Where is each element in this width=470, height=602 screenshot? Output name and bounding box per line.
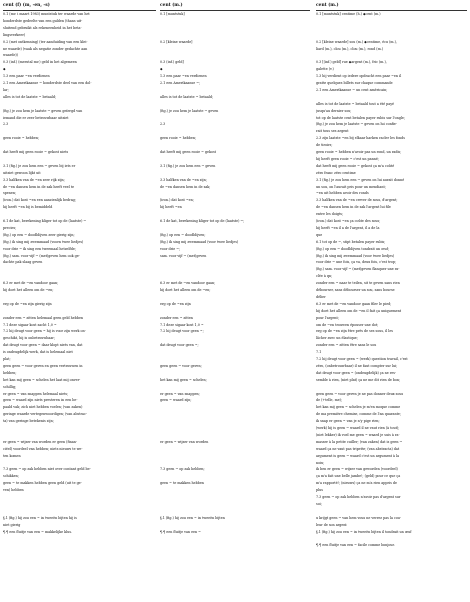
entry-line: §.1 (fig.) hij zou een ~ in tweeën bijten il tondrait un œuf — [316, 529, 412, 534]
entry-line: lâcher avec un élastique; — [316, 336, 358, 341]
entry-line: geen rooie ~ hebben; — [160, 136, 197, 141]
entry-line: 7.2 hij deugt voor geen ~ (werk) question travail, c'est — [316, 357, 408, 361]
entry-line: het kan mij geen ~ schelen het laat mij onver- — [3, 377, 81, 382]
entry-line: (niet lekker) ik voel me geen ~ waard je suis à ra- — [316, 432, 400, 437]
entry-line: (fig.) ik sing mij zwemmaad (voorn twee liedjes) — [3, 239, 84, 244]
entry-line: 3.1 (fig.) je zou hem een ~ geven on lui aurait donné — [316, 177, 405, 182]
entry-line: 7.1 deze sigaar kost zacht 1,0 ~ — [3, 322, 57, 327]
entry-line: 7.2 hij deugt voor geen ~ hij is voor zijn werk on- — [3, 329, 86, 334]
entry-line: alles is tot de laatste ~ betaald; — [3, 94, 57, 99]
entry-line: 3.3 halfken van de ~en crever de sous, d'argent; — [316, 198, 398, 203]
entry-line: 0.3 [(inf.) geld] rue ◆argent (m.), fric (m.), — [316, 60, 387, 65]
entry-line: ne waarde) (vaak als negatie zonder gedachte aan — [3, 46, 88, 51]
entry-line: geen rooie ~ hebben; — [3, 136, 40, 141]
entry-line: 2.1 een Amerikaanse ~; — [160, 81, 201, 85]
entry-line: ¶.¶ een fluitje van een ~ makkelijke klus. — [3, 529, 73, 534]
entry-line: hij heeft ~en il a de l'argent, il a de la — [316, 225, 380, 230]
column-header-keyword: cent (m.) — [160, 2, 310, 11]
entry-line: (fig.) je zou hem je laatste ~ geven — [160, 108, 219, 113]
entry-line: u krijgt geen ~ van hem vous ne verrez pas la cou- — [316, 515, 402, 520]
entry-line: §.1 (fig.) hij zou een ~ in tweeën bijten hij is — [3, 515, 77, 520]
entry-line: argument is geen ~ waard c'est un argument à la — [316, 453, 400, 458]
entry-line: gratte quelques billets sur chaque commande — [316, 81, 393, 85]
entry-line: 2.1 een Amerikaanse ~ un cent américain; — [316, 87, 388, 92]
entry-line: geringe waarde vertegenwoordigen; (van abstrac- — [3, 412, 87, 417]
entry-line: ◆ — [160, 67, 163, 72]
entry-line: 0.2 [kleine waarde] — [160, 39, 193, 44]
entry-line: sluitend gebruikt als rekeneenheid in het beta- — [3, 25, 82, 30]
entry-line: ciëel) voordeel van hebben; niets nieuws te we- — [3, 446, 83, 451]
entry-line: ik ben er geen ~ wijzer van geworden (voordeel) — [316, 467, 398, 472]
entry-line: (fig.) ik sing mij zwemmaad (voor twee liedjes) — [316, 253, 395, 258]
entry-line: (werk) hij is geen ~ waard il ne vaut rien (à tout); — [316, 426, 400, 430]
french-translation-column — [316, 12, 467, 600]
entry-line: 0.2 (met ontkenning) (ter aanduiding van een klei- — [3, 39, 88, 44]
entry-line: het kan mij geen ~ schelen je m'en moque comme — [316, 405, 401, 410]
keyword-column — [160, 12, 310, 600]
entry-line: (fig.) sam. voor vijf ~ (met)geven hem ook ge- — [3, 253, 80, 258]
entry-line: geen ~ te makken hebben — [160, 481, 204, 486]
entry-line: precies; — [3, 225, 17, 230]
entry-line: zonder een ~ zitten — [160, 315, 193, 320]
entry-line: 2.1 een Amerikaanse ~ honderdste deel van een dol- — [3, 81, 92, 85]
entry-line: (fig.) op een ~ doodblijven tondrait un œuf; — [316, 246, 389, 251]
entry-line: erg op de ~en zijn gierig zijn — [3, 301, 52, 306]
entry-line: dat heeft mij geen rooie ~ gekost ça m'a coûté — [316, 163, 395, 168]
entry-line: (fig.) op een ~ doodblijven zeer gierig zijn; — [3, 232, 75, 237]
entry-line: uitziet gewoon lijkt uit — [3, 170, 41, 175]
entry-line: de ~en dansen hem in de zak l'argent lui file — [316, 205, 391, 210]
entry-line: alles is tot de laatste ~ betaald tout a été payé — [316, 101, 395, 106]
entry-line: om de ~en trouwen épouser une dot; — [316, 322, 379, 327]
entry-line: ¶.¶ een fluitje van een ~ facile comme bonjour. — [316, 543, 395, 548]
entry-line: geen ~ waard zijn niets presteren in een be- — [3, 398, 78, 403]
entry-line: hij doet het alleen om de ~en; — [3, 288, 54, 292]
entry-line: m'a rapporté!; (nieuws) ça ne m'a rien appris de — [316, 481, 397, 486]
entry-line: zonder een ~ zitten être sans le sou — [316, 343, 377, 348]
entry-line: (iron.) dat kost ~en ça coûte des sous; — [316, 219, 381, 223]
entry-line: dat deugt voor geen ~; — [160, 343, 199, 348]
entry-line: ta) van geringe betekenis zijn; — [3, 419, 54, 424]
entry-line: 0.3 (inf.) geld] — [160, 60, 184, 65]
entry-line: 6.3 er met de ~en vandoor gaan; — [160, 281, 216, 286]
entry-line: 6.1 de kat, berekening kliger tot op de (laatste) ~; — [160, 219, 245, 223]
entry-line: hij heeft ~en bij is bemiddeld — [3, 205, 53, 210]
entry-line: erg op de ~en zijn — [160, 301, 191, 306]
entry-line: un sou, on l'aurait pris pour un mendiant; — [316, 184, 386, 189]
entry-line: 0.1 (mv. i maart 1983) muntstuk ter waarde van het — [3, 12, 90, 16]
entry-line: 3.3 halfken van de ~en zeer rijk zijn; — [3, 177, 65, 182]
entry-line: dat heeft mij geen rooie ~ gekost niets — [3, 150, 69, 154]
entry-line: is ondeugdelijk werk, dat is helemaal niet — [3, 350, 73, 355]
entry-line: 7.3 geen ~ op zak hebben; — [160, 467, 205, 472]
entry-line: geschikt, hij is onbetrouwbaar; — [3, 336, 55, 341]
entry-line: semble à rien, (niet plat) ça ne me dit rien de bon; — [316, 377, 401, 382]
entry-line: voor drie ~ une fois, ça va, deux fois, c'est trop; — [316, 260, 397, 265]
entry-line: lingsverkeer) — [3, 32, 26, 37]
entry-line: niet gierig — [3, 522, 21, 527]
entry-line: plat; — [3, 357, 11, 361]
entry-line: 1.3 hij verdient op iedere opdracht een paar ~en il — [316, 74, 402, 79]
entry-line: plus — [316, 488, 323, 493]
entry-line: zéro franc zéro centime — [316, 170, 356, 175]
entry-line: entre les doigts; — [316, 212, 344, 217]
entry-line: 6.1 de kat, berekening kliger tot op de (laatste) ~ — [3, 219, 87, 223]
entry-line: schikken; — [3, 474, 19, 479]
entry-line: ~en uit hebben avoir des ronds — [316, 191, 369, 196]
entry-line: dat deugt voor geen ~ daar klopt niets van, dat — [3, 343, 83, 348]
entry-line: 0.1 [muntstuk] — [160, 12, 185, 16]
entry-line: 1.3 een paar ~en verdienen — [160, 74, 207, 79]
entry-line: ven) hebben — [3, 488, 24, 493]
entry-line: 3.1 (fig.) je zou hem een ~ geven — [160, 163, 216, 168]
entry-line: hij heeft geen rooie ~ c'est un panné; — [316, 156, 379, 161]
column-header-french: cent (m.) — [316, 2, 467, 11]
column-header-dutch: cent (f) (m, -en, -s) — [3, 2, 156, 11]
entry-line: de ma première chemise, comme de l'an quarante; — [316, 412, 401, 417]
entry-line: 6.3 er met de ~en vandoor gaan; — [3, 281, 59, 286]
entry-line: zonder een ~ naar te teilen, sit te geven sans rien — [316, 281, 400, 286]
entry-line: geen geen ~ voor geven je ne pas donner deux sous — [316, 391, 404, 396]
entry-line: jusqu'au dernier sou; — [316, 108, 352, 113]
entry-line: 6.1 tot op de ~, stipt betalen payer rubis; — [316, 239, 386, 244]
entry-line: er geen ~ van snappen helemaal niets; — [3, 391, 69, 396]
entry-line: dat deugt voor geen ~ (ondeugdelijk) ça ne res- — [316, 370, 397, 375]
entry-line: liard (m.), clou (m.), clou (m.), rond (m.) — [316, 46, 384, 51]
entry-line: hij heeft ~en — [160, 205, 182, 210]
entry-line: waarde)) — [3, 53, 18, 58]
entry-line: geen geen ~ voor geven; — [160, 363, 202, 368]
entry-line: de (+telle, me); — [316, 398, 343, 403]
entry-line: voor drie ~ ik sing een tweemaal hetzelfde; — [3, 246, 76, 251]
entry-line: er geen ~ van snappen; — [160, 391, 200, 396]
entry-line: (fig.) je zou hem je laatste ~ geven on lui confie- — [316, 122, 398, 127]
entry-line: ten komen — [3, 453, 21, 458]
entry-line: hebben; — [3, 370, 17, 375]
entry-line: 7.2 hij deugt voor geen ~; — [160, 329, 204, 334]
entry-line: galette (v.) — [316, 67, 334, 72]
entry-line: dachte pak slaag geven — [3, 260, 43, 265]
entry-line: 2.3 — [3, 122, 9, 127]
entry-line: ça m'a fait une belle jambe!; (geld) pour ce que ça — [316, 474, 401, 479]
entry-line: geen ~ waard zijn; — [160, 398, 192, 403]
entry-line: 7.1 — [316, 350, 322, 355]
entry-line: de tiroirs; — [316, 143, 333, 148]
entry-line: 0.2 [kleine waarde] sou (m.) ◆centime, écu (m.), — [316, 39, 397, 44]
entry-line: hij doet het alleen om de ~en; — [160, 288, 211, 292]
entry-line: dat heeft mij geen rooie ~ gekost — [160, 150, 216, 154]
entry-line: tot op de laatste cent betalen payer rubis sur l'ongle; — [316, 115, 405, 120]
entry-line: de ~en dansen hem in de zak; — [160, 184, 211, 189]
entry-line: ◆ — [3, 67, 6, 72]
entry-line: 0.3 (inf.) (meestal mv.) geld in het algemeen — [3, 60, 77, 65]
entry-line: (fig.) sam. voor vijf ~ (met)geven flanquer une ra- — [316, 267, 400, 272]
entry-line: (iron.) dat kost ~en; — [160, 198, 194, 203]
entry-line: geen ~ te makken hebben geen geld (uit te ge- — [3, 481, 82, 486]
entry-line: de ~en dansen hem in de zak heeft veel te — [3, 184, 75, 189]
entry-line: schillig; — [3, 384, 17, 389]
entry-line: rait tous ses argent — [316, 129, 349, 134]
entry-line: 2.3 zijn laatste ~en bij elkaar harken racler les fonds — [316, 136, 405, 141]
entry-line: zonder een ~ zitten helemaal geen geld hebben — [3, 315, 84, 320]
entry-line: erg op de ~en zijn être près de ses sous, il les — [316, 329, 393, 334]
entry-line: geen rooie ~ hebben n'avoir pas un rond, un radis; — [316, 150, 402, 154]
entry-line: pour l'argent; — [316, 315, 339, 320]
entry-line: alles is tot de laatste ~ betaald; — [160, 94, 214, 99]
entry-line: 2.3 — [160, 122, 166, 127]
entry-line: (fig.) op een ~ doodblijven; — [160, 232, 206, 237]
entry-line: voor drie ~; — [160, 246, 181, 251]
entry-line: honderdste gedeelte van een gulden (thans uit- — [3, 18, 83, 23]
entry-line: het kan mij geen ~ schelen; — [160, 377, 207, 382]
entry-line: paald vak; zich niet hebben voelen; (van zaken) — [3, 405, 83, 410]
entry-line: 3.1 (fig.) je zou hem een ~ geven bij iets er — [3, 163, 76, 168]
entry-line: sam. voor vijf ~ (met)geven — [160, 253, 207, 258]
entry-line: hij doet het alleen om de ~en il fait ça uniquement — [316, 308, 402, 313]
entry-line: que — [316, 232, 323, 237]
entry-line: (fig.) ik sing mij zwemmaad (voor twee liedjes) — [160, 239, 239, 244]
entry-line: soi; — [316, 501, 322, 506]
entry-line: délier — [316, 294, 326, 299]
entry-line: er geen ~ wijzer van worden er geen (finan- — [3, 439, 77, 444]
entry-line: (iron.) dat kost ~en een aanzienlijk bedrag; — [3, 198, 76, 203]
entry-line: 7.3 geen ~ op zak hebben n'avoir pas d'argent sur — [316, 495, 401, 499]
dutch-definitions-column — [3, 12, 156, 600]
entry-line: er geen ~ wijzer van worden — [160, 439, 209, 444]
entry-line: noix; — [316, 460, 325, 465]
entry-line: zéro, (onbetrouwbaar) il ne faut compter sur lui; — [316, 363, 398, 368]
entry-line: débourser, sans débourser un sou, sans bourse — [316, 288, 395, 292]
entry-line: leur de son argent — [316, 522, 347, 527]
entry-line: (fig.) je zou hem je laatste ~ geven geïergd van — [3, 108, 83, 113]
entry-line: 7.3 geen ~ op zak hebben niet over contant geld be- — [3, 467, 91, 472]
entry-line: ¶.¶ een fluitje van een ~ — [160, 529, 201, 534]
entry-line: ik snap er geen ~ van je n'y pige rien; — [316, 419, 380, 424]
entry-line: masser à la petite cuiller; (van zaken) dat is geen ~ — [316, 439, 403, 444]
entry-line: 3.3 halfken van de ~en zijn; — [160, 177, 207, 182]
entry-line: clée à qn; — [316, 274, 333, 279]
entry-line: 0.1 [muntstuk] centime (h.) ◆cent (m.) — [316, 12, 381, 16]
entry-line: 1.3 een paar ~en verdienen — [3, 74, 50, 79]
entry-line: waard ça ne vaut pas tripette; (van abstracta) dat — [316, 446, 400, 451]
entry-line: iemand die er zeer betrouwbaar uitziet — [3, 115, 69, 120]
entry-line: spenen; — [3, 191, 17, 196]
entry-line: lar; — [3, 87, 9, 92]
entry-line: geen geen ~ voor geven en geen vertrouwen in — [3, 363, 83, 368]
entry-line: 7.1 deze sigaar kost 1,0 ~ — [160, 322, 204, 327]
entry-line: 6.3 er met de ~en vandoor gaan filer le pied; — [316, 301, 392, 306]
entry-line: §.1 (fig.) hij zou een ~ in tweeën bijten — [160, 515, 225, 520]
